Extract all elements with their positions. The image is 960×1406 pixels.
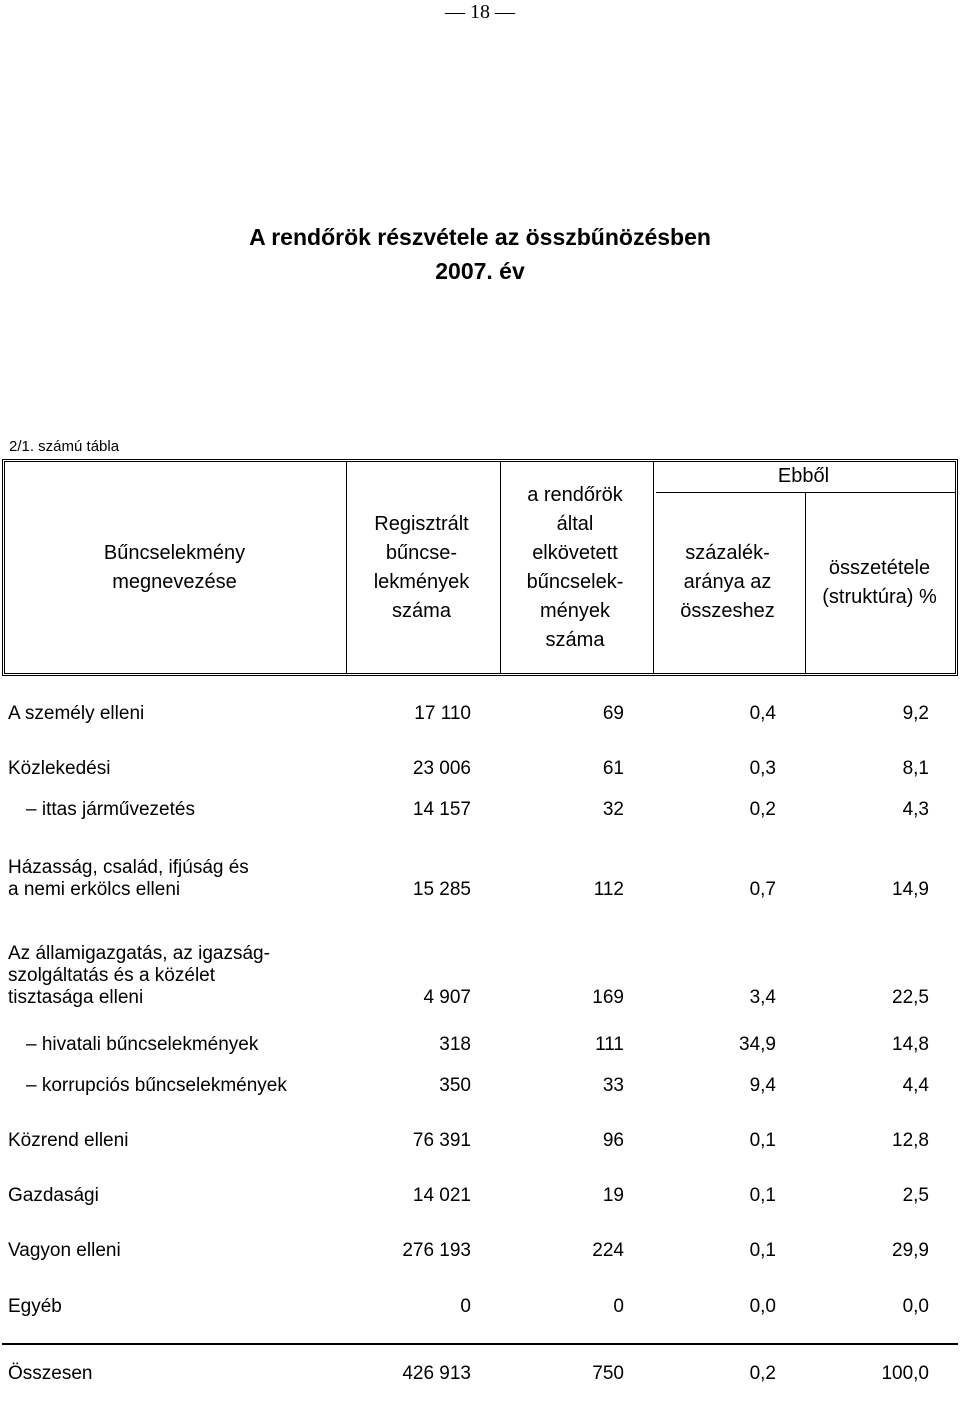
by-police-value: 69 xyxy=(602,703,624,724)
percent-value: 0,1 xyxy=(749,1130,776,1151)
registered-value: 318 xyxy=(439,1034,471,1055)
registered-value: 23 006 xyxy=(412,758,471,779)
by-police-value: 96 xyxy=(602,1130,624,1151)
row-label: szolgáltatás és a közélet xyxy=(8,965,216,986)
by-police-value: 112 xyxy=(593,879,624,900)
structure-value: 14,8 xyxy=(892,1034,929,1055)
header-crime-name: Bűncselekmény megnevezése xyxy=(103,541,246,593)
by-police-value: 169 xyxy=(592,987,624,1008)
structure-value: 8,1 xyxy=(902,758,929,779)
row-label: Közlekedési xyxy=(8,758,111,779)
percent-value: 0,3 xyxy=(749,758,776,779)
structure-value: 0,0 xyxy=(902,1296,929,1317)
percent-value: 0,2 xyxy=(749,1363,776,1384)
registered-value: 14 021 xyxy=(412,1185,471,1206)
page-subtitle-year: 2007. év xyxy=(435,258,525,284)
by-police-value: 0 xyxy=(613,1296,624,1317)
percent-value: 0,1 xyxy=(749,1240,776,1261)
structure-value: 12,8 xyxy=(892,1130,929,1151)
row-label: Házasság, család, ifjúság és xyxy=(8,857,249,878)
row-label: Az államigazgatás, az igazság- xyxy=(8,943,270,964)
registered-value: 14 157 xyxy=(412,799,471,820)
row-label: A személy elleni xyxy=(8,703,145,724)
registered-value: 4 907 xyxy=(423,987,471,1008)
row-label: tisztasága elleni xyxy=(8,987,144,1008)
header-group-ebbol: Ebből xyxy=(777,465,830,487)
percent-value: 0,4 xyxy=(749,703,776,724)
structure-value: 4,3 xyxy=(902,799,929,820)
row-label: a nemi erkölcs elleni xyxy=(8,879,181,900)
row-label: Összesen xyxy=(8,1363,93,1384)
registered-value: 0 xyxy=(460,1296,471,1317)
structure-value: 22,5 xyxy=(892,987,929,1008)
row-label: Gazdasági xyxy=(8,1185,99,1206)
percent-value: 3,4 xyxy=(749,987,776,1008)
structure-value: 9,2 xyxy=(902,703,929,724)
header-structure: összetétele (struktúra) % xyxy=(822,556,937,608)
row-label: – ittas járművezetés xyxy=(26,799,195,820)
percent-value: 0,1 xyxy=(749,1185,776,1206)
registered-value: 15 285 xyxy=(412,879,471,900)
header-by-police: a rendőrök által elkövetett bűncselek- mények száma xyxy=(526,483,624,651)
structure-value: 2,5 xyxy=(902,1185,929,1206)
registered-value: 276 193 xyxy=(402,1240,471,1261)
row-label: – korrupciós bűncselekmények xyxy=(26,1075,287,1096)
percent-value: 0,7 xyxy=(749,879,776,900)
by-police-value: 61 xyxy=(602,758,624,779)
registered-value: 76 391 xyxy=(412,1130,471,1151)
row-label: – hivatali bűncselekmények xyxy=(26,1034,259,1055)
percent-value: 0,2 xyxy=(749,799,776,820)
percent-value: 0,0 xyxy=(749,1296,776,1317)
header-registered: Regisztrált bűncse- lekmények száma xyxy=(373,512,470,622)
row-label: Közrend elleni xyxy=(8,1130,129,1151)
header-percent: százalék- aránya az összeshez xyxy=(680,542,775,622)
by-police-value: 750 xyxy=(592,1363,624,1384)
table-label: 2/1. számú tábla xyxy=(9,438,120,455)
by-police-value: 19 xyxy=(602,1185,624,1206)
page-number: — 18 — xyxy=(445,1,515,23)
row-label: Egyéb xyxy=(8,1296,62,1317)
by-police-value: 33 xyxy=(602,1075,624,1096)
percent-value: 9,4 xyxy=(749,1075,776,1096)
structure-value: 4,4 xyxy=(902,1075,929,1096)
total-rule xyxy=(2,1343,958,1345)
by-police-value: 32 xyxy=(602,799,624,820)
page-title: A rendőrök részvétele az összbűnözésben xyxy=(249,224,711,250)
percent-value: 34,9 xyxy=(739,1034,776,1055)
structure-value: 29,9 xyxy=(892,1240,929,1261)
registered-value: 17 110 xyxy=(414,703,471,724)
registered-value: 426 913 xyxy=(402,1363,471,1384)
structure-value: 100,0 xyxy=(881,1363,929,1384)
by-police-value: 224 xyxy=(592,1240,624,1261)
by-police-value: 111 xyxy=(595,1034,624,1055)
row-label: Vagyon elleni xyxy=(8,1240,121,1261)
structure-value: 14,9 xyxy=(892,879,929,900)
registered-value: 350 xyxy=(439,1075,471,1096)
